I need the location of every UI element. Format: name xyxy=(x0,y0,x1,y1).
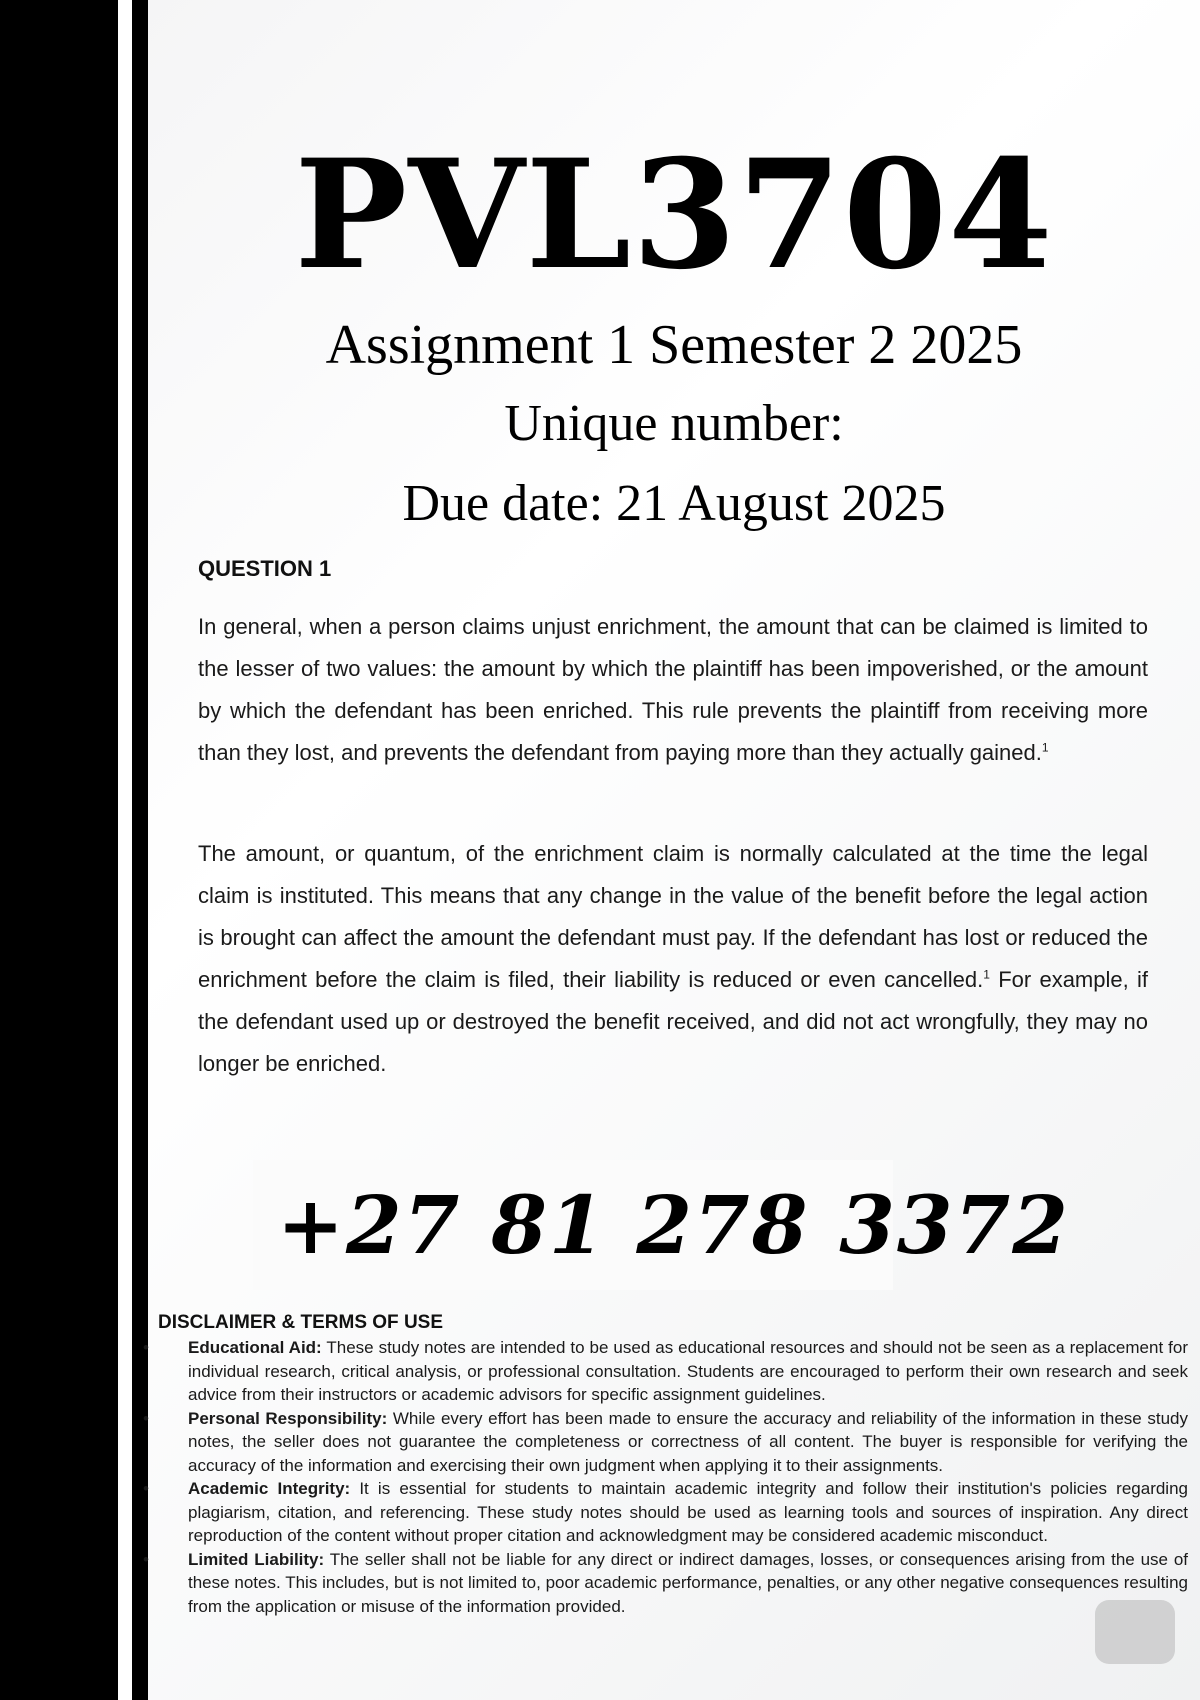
list-item xyxy=(143,1336,1188,1407)
overlay-widget-icon[interactable] xyxy=(1095,1600,1175,1664)
disclaimer-item-title: Limited Liability: xyxy=(188,1549,325,1569)
paragraph-2-text-b: For example, if the defendant used up or destroyed the benefit received, and did not act wrongfully, they may no longer be enriched. xyxy=(198,967,1148,1076)
document-page xyxy=(143,0,1200,1700)
bullet-icon: • xyxy=(143,1408,149,1428)
disclaimer-list xyxy=(143,1336,1189,1618)
whatsapp-contact-banner[interactable] xyxy=(253,1160,1070,1290)
disclaimer-item-text: The seller shall not be liable for any direct or indirect damages, losses, or consequences arising from the use of these notes. This includes, but is not limited to, poor academic performance, penalties, or any other negative consequences resulting from the application or misuse of the information provided. xyxy=(188,1549,1189,1616)
footnote-marker: 1 xyxy=(983,967,990,982)
disclaimer-heading: DISCLAIMER & TERMS OF USE xyxy=(158,1312,444,1333)
question-paragraph-1 xyxy=(198,606,1148,774)
disclaimer-item-text: These study notes are intended to be used as educational resources and should not be seen as a replacement for individual research, critical analysis, or professional consultation. Students are encouraged to perform their own research and seek advice from their instructors or academic advisors for specific assignment guidelines. xyxy=(188,1338,1188,1404)
disclaimer-item-title: Educational Aid: xyxy=(188,1338,322,1357)
paragraph-1-text: In general, when a person claims unjust enrichment, the amount that can be claimed is limited to the lesser of two values: the amount by which the plaintiff has been impoverished, or the amount by which the defendant has been enriched. This rule prevents the plaintiff from receiving more than they lost, and prevents the defendant from paying more than they actually gained. xyxy=(198,614,1148,765)
list-item xyxy=(143,1548,1189,1619)
bullet-icon: • xyxy=(143,1338,149,1357)
course-code-title: PVL3704 xyxy=(294,127,1054,303)
disclaimer-item-title: Personal Responsibility: xyxy=(188,1408,388,1428)
assignment-subtitle: Assignment 1 Semester 2 2025 xyxy=(325,314,1023,376)
unique-number-line: Unique number: xyxy=(504,395,844,452)
disclaimer-item-text: While every effort has been made to ensure the accuracy and reliability of the information in these study notes, the seller does not guarantee the completeness or correctness of all content. The buyer is responsible for verifying the accuracy of the information and exercising their own judgment when applying it to their assignments. xyxy=(188,1408,1188,1475)
bullet-icon: • xyxy=(143,1479,149,1498)
left-thin-border xyxy=(132,0,148,1700)
paragraph-2-text-a: The amount, or quantum, of the enrichment claim is normally calculated at the time the legal claim is instituted. This means that any change in the value of the benefit before the legal action is brought can affect the amount the defendant must pay. If the defendant has lost or reduced the enrichment before the claim is filed, their liability is reduced or even cancelled. xyxy=(198,841,1148,992)
due-date-line: Due date: 21 August 2025 xyxy=(402,475,946,532)
list-item xyxy=(143,1477,1188,1548)
question-paragraph-2 xyxy=(198,833,1148,1085)
bullet-icon: • xyxy=(143,1549,149,1569)
left-black-border xyxy=(0,0,118,1700)
question-heading: QUESTION 1 xyxy=(198,556,332,581)
phone-number[interactable]: +27 81 278 3372 xyxy=(277,1178,1070,1272)
disclaimer-item-text: It is essential for students to maintain academic integrity and follow their institution's policies regarding plagiarism, citation, and referencing. These study notes should be used as learning tools and sources of inspiration. Any direct reproduction of the content without proper citation and acknowledgment may be considered academic misconduct. xyxy=(188,1479,1188,1545)
list-item xyxy=(143,1407,1188,1478)
footnote-marker: 1 xyxy=(1041,740,1049,755)
disclaimer-item-title: Academic Integrity: xyxy=(188,1479,351,1498)
